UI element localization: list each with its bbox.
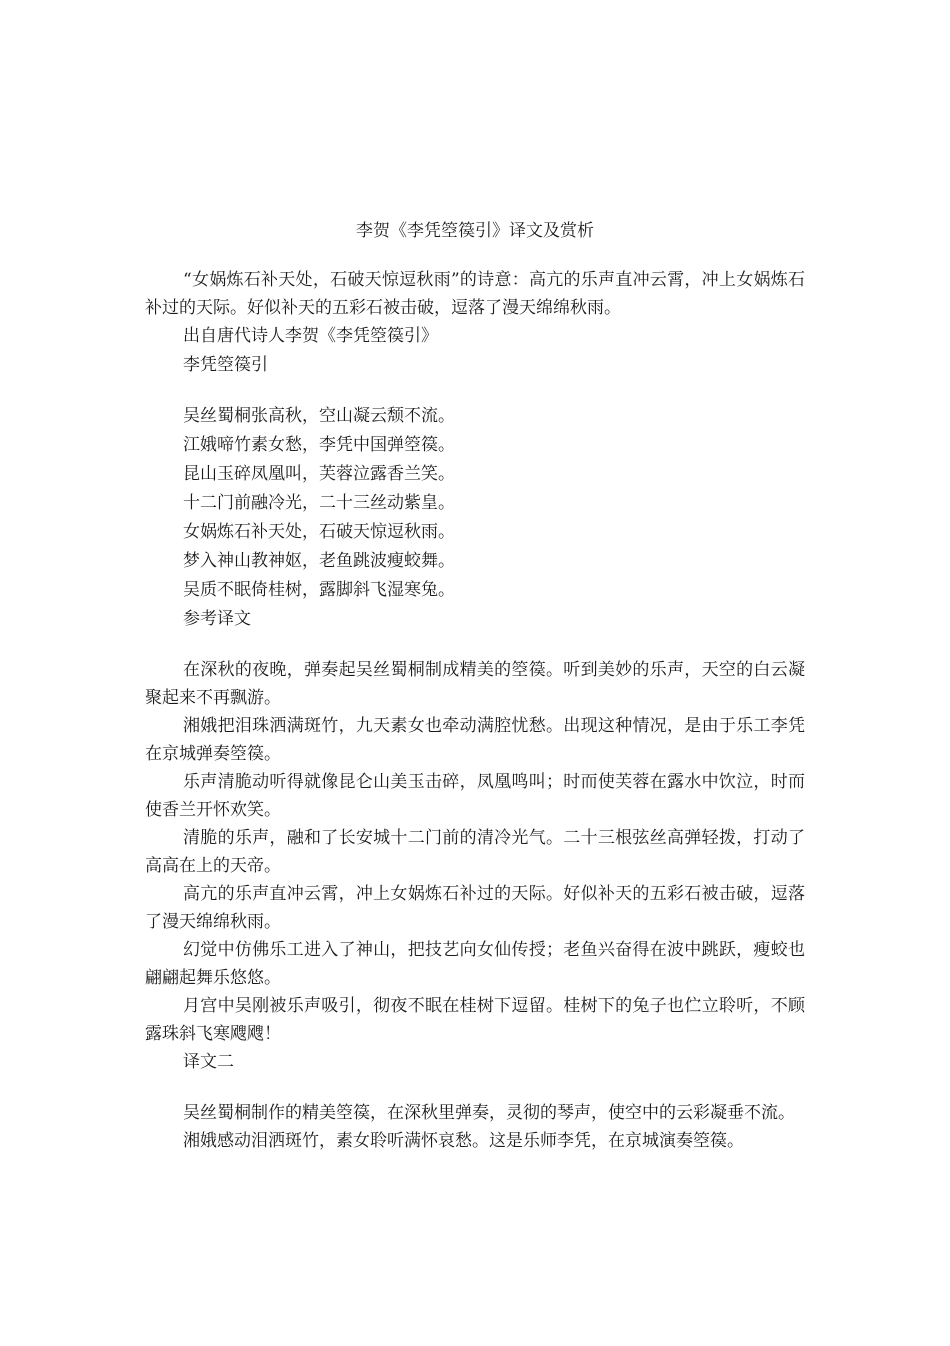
translation-paragraph: 吴丝蜀桐制作的精美箜篌，在深秋里弹奏，灵彻的琴声，使空中的云彩凝垂不流。 <box>183 1103 795 1123</box>
poem-line: 梦入神山教神妪，老鱼跳波瘦蛟舞。 <box>183 551 455 571</box>
intro-meaning: “女娲炼石补天处，石破天惊逗秋雨”的诗意：高亢的乐声直冲云霄，冲上女娲炼石补过的天际。好似补天的五彩石被击破，逗落了漫天绵绵秋雨。 <box>145 270 805 318</box>
poem-line: 昆山玉碎凤凰叫，芙蓉泣露香兰笑。 <box>183 464 455 484</box>
poem-title: 李凭箜篌引 <box>183 355 268 375</box>
document-body <box>145 266 805 1155</box>
spacer <box>145 1077 805 1099</box>
translation-two-heading: 译文二 <box>183 1052 234 1072</box>
translation-two <box>145 1099 805 1155</box>
translation-paragraph: 清脆的乐声，融和了长安城十二门前的清冷光气。二十三根弦丝高弹轻拨，打动了高高在上的天帝。 <box>145 828 805 876</box>
translation-paragraph: 乐声清脆动听得就像昆仑山美玉击碎，凤凰鸣叫；时而使芙蓉在露水中饮泣，时而使香兰开怀欢笑。 <box>145 772 805 820</box>
translation-paragraph: 高亢的乐声直冲云霄，冲上女娲炼石补过的天际。好似补天的五彩石被击破，逗落了漫天绵绵秋雨。 <box>145 884 805 932</box>
poem-line: 吴丝蜀桐张高秋，空山凝云颓不流。 <box>183 406 455 426</box>
poem-line: 江娥啼竹素女愁，李凭中国弹箜篌。 <box>183 435 455 455</box>
translation-paragraph: 幻觉中仿佛乐工进入了神山，把技艺向女仙传授；老鱼兴奋得在波中跳跃，瘦蛟也翩翩起舞乐悠悠。 <box>145 940 805 988</box>
poem-line: 吴质不眠倚桂树，露脚斜飞湿寒兔。 <box>183 580 455 600</box>
document-title: 李贺《李凭箜篌引》译文及赏析 <box>356 221 594 241</box>
spacer <box>145 634 805 656</box>
translation-paragraph: 湘娥把泪珠洒满斑竹，九天素女也牵动满腔忧愁。出现这种情况，是由于乐工李凭在京城弹奏箜篌。 <box>145 716 805 764</box>
poem-line: 十二门前融冷光，二十三丝动紫皇。 <box>183 493 455 513</box>
translation-paragraph: 在深秋的夜晚，弹奏起吴丝蜀桐制成精美的箜篌。听到美妙的乐声，天空的白云凝聚起来不再飘游。 <box>145 660 805 708</box>
poem-line: 女娲炼石补天处，石破天惊逗秋雨。 <box>183 522 455 542</box>
spacer <box>145 380 805 402</box>
translation-paragraph: 月宫中吴刚被乐声吸引，彻夜不眠在桂树下逗留。桂树下的兔子也伫立聆听，不顾露珠斜飞寒飕飕！ <box>145 996 805 1044</box>
reference-translation <box>145 656 805 1048</box>
intro-source: 出自唐代诗人李贺《李凭箜篌引》 <box>183 326 438 346</box>
poem-block <box>145 402 805 605</box>
reference-translation-heading: 参考译文 <box>183 609 251 629</box>
translation-paragraph: 湘娥感动泪洒斑竹，素女聆听满怀哀愁。这是乐师李凭，在京城演奏箜篌。 <box>183 1131 744 1151</box>
